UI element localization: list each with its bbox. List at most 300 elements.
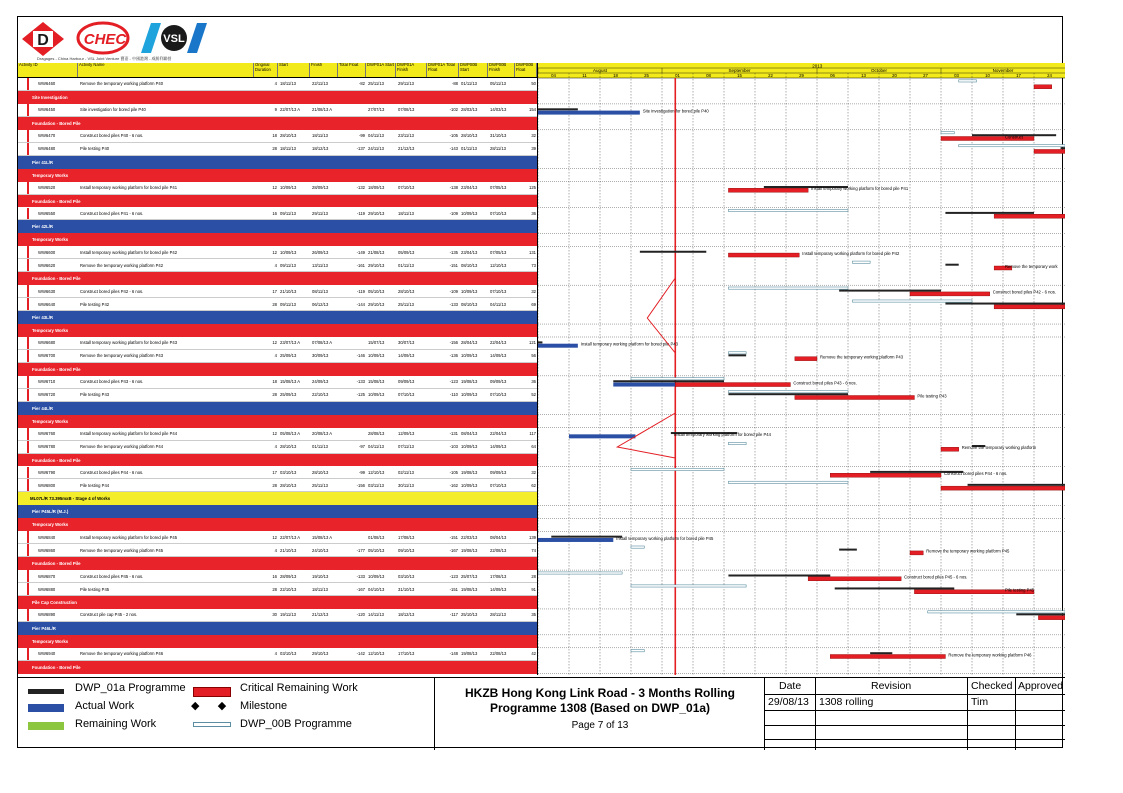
cell-start: 22/07/13 A (280, 534, 301, 540)
cell-f2: 14/09/13 (490, 353, 507, 359)
critical-bar (675, 383, 790, 387)
activity-row[interactable] (18, 337, 537, 350)
activity-row[interactable] (18, 259, 537, 272)
dwp01a-bar (945, 212, 1034, 214)
cell-dur: 30 (272, 612, 277, 618)
bar-label: Construct bored piles P44 - 6 nos. (944, 471, 1008, 476)
cell-start: 05/08/13 A (280, 431, 301, 437)
cell-f1: 05/09/13 (398, 249, 415, 255)
cell-dur: 12 (272, 431, 277, 437)
cell-s1: 24/11/13 (368, 146, 384, 152)
cell-tf1: -148 (449, 651, 458, 657)
cell-tf1: -138 (449, 185, 458, 191)
dwp01a-bar (945, 264, 958, 266)
cell-tf1: -156 (449, 340, 458, 346)
activity-row[interactable] (18, 531, 537, 544)
cell-name: Remove the temporary working platform P43 (80, 353, 164, 359)
month-label: October (870, 68, 888, 74)
cell-finish: 24/10/13 (312, 547, 329, 553)
rev-divider (765, 710, 1065, 711)
critical-marker (27, 376, 29, 388)
wbs-band[interactable] (18, 492, 537, 505)
cell-dur: 12 (272, 185, 277, 191)
cell-id: WW6480 (38, 146, 56, 152)
cell-start: 19/11/13 (280, 612, 296, 618)
cell-finish: 29/10/13 (312, 651, 329, 657)
cell-tf (340, 104, 365, 116)
wbs-band-label: Foundation - Bored Pile (32, 366, 81, 372)
cell-f1: 01/11/13 (398, 262, 414, 268)
cell-id: WW6460 (38, 81, 56, 87)
cell-f1: 30/11/13 (398, 482, 414, 488)
vsl-logo (139, 21, 209, 55)
cell-name: Construct bored piles P45 - 6 nos. (80, 573, 144, 579)
cell-s1: 10/09/13 (368, 353, 385, 359)
wbs-band[interactable] (18, 311, 537, 324)
activity-row[interactable] (18, 104, 537, 117)
cell-s2: 10/09/13 (461, 482, 478, 488)
cell-tf1: -88 (451, 81, 458, 87)
dwp01a-bar (870, 652, 892, 654)
activity-row[interactable] (18, 648, 537, 661)
cell-tf1: -167 (449, 547, 458, 553)
cell-f2: 31/10/13 (490, 133, 507, 139)
cell-s2: 23/04/13 (461, 249, 478, 255)
critical-bar (994, 305, 1065, 309)
week-label: 25 (644, 73, 649, 79)
rev-divider (1015, 678, 1016, 750)
rev-header-revision: Revision (871, 680, 912, 692)
wbs-band-label: Foundation - Bored Pile (32, 561, 81, 567)
cell-start: 28/09/13 (280, 573, 297, 579)
wbs-band[interactable] (18, 272, 537, 285)
cell-tf2: 154 (529, 107, 536, 113)
rev-divider (967, 678, 968, 750)
cell-name: Construct pile cap P45 - 2 nos. (80, 612, 138, 618)
column-header[interactable]: DWP00B Finish (488, 63, 515, 77)
rev-header-date: Date (779, 680, 802, 692)
cell-start: 18/11/13 (280, 81, 296, 87)
week-label: 22 (768, 73, 773, 79)
column-header[interactable]: DWP00B Float (515, 63, 537, 77)
cell-start: 03/10/13 (280, 469, 297, 475)
cell-s1: 28/08/13 (368, 431, 385, 437)
column-header[interactable]: DWP01A Start (366, 63, 396, 77)
cell-tf: -99 (358, 133, 365, 139)
cell-dur: 28 (272, 146, 277, 152)
cell-s2: 10/09/13 (461, 210, 478, 216)
cell-f1: 07/10/13 (398, 392, 415, 398)
activity-row[interactable] (18, 182, 537, 195)
cell-f2: 07/10/13 (490, 210, 507, 216)
cell-tf: -133 (356, 573, 365, 579)
activity-row[interactable] (18, 298, 537, 311)
cell-tf2: 125 (529, 185, 536, 191)
cell-name: Remove the temporary working platform P46 (80, 651, 164, 657)
dwp01a-bar (613, 380, 724, 382)
cell-name: Construct bored piles P41 - 6 nos. (80, 210, 144, 216)
cell-tf2: 52 (531, 392, 536, 398)
cell-tf1: -143 (449, 146, 458, 152)
cell-dur: 12 (272, 534, 277, 540)
cell-finish: 22/10/13 (312, 392, 329, 398)
cell-tf1: -109 (449, 210, 458, 216)
cell-s1: 29/10/13 (368, 262, 385, 268)
critical-marker (27, 259, 29, 271)
critical-marker (27, 182, 29, 194)
legend (18, 677, 434, 750)
critical-bar (728, 188, 808, 192)
cell-tf: -82 (358, 81, 365, 87)
cell-tf1: -151 (449, 586, 458, 592)
wbs-band[interactable] (18, 415, 537, 428)
bar-label: Remove the temporary working platform (961, 445, 1037, 451)
cell-tf1: -133 (449, 301, 458, 307)
cell-f2: 14/03/13 (490, 107, 507, 113)
cell-start: 28/10/13 (280, 482, 297, 488)
cell-f2: 14/09/13 (490, 586, 507, 592)
wbs-band[interactable] (18, 518, 537, 531)
column-header[interactable]: DWP01A Total Float (427, 63, 459, 77)
bar-label: Construct bored piles P43 - 6 nos. (793, 380, 857, 386)
cell-f1: 30/07/13 (398, 340, 415, 346)
cell-tf1: -123 (449, 573, 458, 579)
cell-dur: 12 (272, 340, 277, 346)
column-header[interactable]: Finish (310, 63, 338, 77)
wbs-band[interactable] (18, 220, 537, 233)
cell-f2: 22/08/13 (490, 547, 507, 553)
dwp01a-bar (1016, 613, 1065, 615)
cell-start: 09/11/13 (280, 301, 296, 307)
cell-id: WW6710 (38, 379, 56, 385)
cell-finish: 26/09/13 (312, 249, 329, 255)
cell-tf2: 69 (531, 301, 536, 307)
cell-finish: 18/11/13 (312, 133, 328, 139)
wbs-band-label: Foundation - Bored Pile (32, 120, 81, 126)
activity-row[interactable] (18, 285, 537, 298)
week-label: 29 (799, 73, 804, 79)
activity-row[interactable] (18, 208, 537, 221)
cell-name: Remove the temporary working platform P40 (80, 81, 164, 87)
dwp01a-bar (728, 354, 746, 356)
column-header[interactable]: Original Duration (254, 63, 278, 77)
cell-id: WW6860 (38, 547, 56, 553)
cell-s1: 04/11/13 (368, 444, 384, 450)
week-label: 27 (923, 73, 928, 79)
cell-s1: 25/11/13 (368, 81, 384, 87)
dwp01a-bar (551, 536, 622, 538)
cell-finish: 15/08/13 A (312, 534, 333, 540)
week-label: 10 (985, 73, 990, 79)
week-label: 01 (675, 73, 680, 79)
week-label: 06 (830, 73, 835, 79)
cell-start: 25/09/13 (280, 353, 297, 359)
wbs-band[interactable] (18, 363, 537, 376)
cell-id: WW6470 (38, 133, 56, 139)
cell-f2: 05/11/13 (490, 81, 506, 87)
activity-row[interactable] (18, 78, 537, 91)
cell-tf1: -131 (449, 431, 458, 437)
cell-tf1: -151 (449, 262, 458, 268)
dwp01a-bar (728, 393, 848, 395)
activity-row[interactable] (18, 376, 537, 389)
rev-date: 29/08/13 (768, 696, 809, 708)
activity-row[interactable] (18, 441, 537, 454)
cell-finish: 06/12/13 (312, 301, 329, 307)
cell-name: Construct bored piles P44 - 6 nos. (80, 469, 144, 475)
cell-tf: -119 (356, 210, 365, 216)
legend-swatch-dwp00b (193, 722, 231, 727)
critical-bar (795, 357, 817, 361)
wbs-band-label: Temporary Works (32, 522, 69, 528)
cell-tf: -142 (356, 651, 365, 657)
cell-start: 18/11/13 (280, 146, 296, 152)
dwp00b-bar (728, 442, 746, 444)
cell-f1: 18/11/13 (398, 210, 414, 216)
cell-name: Construct bored piles P42 - 6 nos. (80, 288, 144, 294)
critical-bar (830, 655, 945, 659)
svg-text:VSL: VSL (163, 33, 185, 45)
activity-row[interactable] (18, 544, 537, 557)
actual-bar (569, 434, 635, 438)
critical-marker (27, 583, 29, 595)
bar-label: Install temporary working platform for bored pile P45 (616, 535, 714, 541)
cell-f2: 17/08/13 (490, 573, 507, 579)
cell-s2: 19/08/13 (461, 651, 478, 657)
cell-start: 22/10/13 (280, 586, 297, 592)
critical-bar (1038, 616, 1065, 620)
month-label: September (728, 68, 751, 74)
cell-start: 09/11/13 (280, 210, 296, 216)
cell-tf: -133 (356, 379, 365, 385)
activity-row[interactable] (18, 583, 537, 596)
cell-dur: 18 (272, 133, 277, 139)
cell-s2: 25/10/13 (461, 612, 478, 618)
critical-marker (27, 609, 29, 621)
cell-s1: 21/08/13 (368, 249, 385, 255)
wbs-band-label: Foundation - Bored Pile (32, 457, 81, 463)
cell-dur: 4 (274, 353, 277, 359)
critical-marker (27, 104, 29, 116)
activity-row[interactable] (18, 389, 537, 402)
wbs-band[interactable] (18, 156, 537, 169)
wbs-band-label: Temporary Works (32, 418, 69, 424)
cell-s2: 19/08/13 (461, 586, 478, 592)
cell-dur: 16 (272, 210, 277, 216)
cell-f1: 09/09/13 (398, 379, 415, 385)
wbs-band[interactable] (18, 117, 537, 130)
activity-row[interactable] (18, 570, 537, 583)
cell-f2: 04/11/13 (490, 301, 506, 307)
column-header[interactable]: Start (278, 63, 310, 77)
column-header[interactable]: DWP00B Start (459, 63, 488, 77)
wbs-band[interactable] (18, 402, 537, 415)
title-line-2: Programme 1308 (Based on DWP_01a) (489, 701, 711, 715)
bar-label: Remove the temporary work (1005, 263, 1058, 269)
cell-tf1: -117 (449, 612, 458, 618)
cell-f1: 28/10/13 (398, 288, 415, 294)
dwp01a-bar (538, 341, 542, 343)
cell-id: WW6620 (38, 262, 56, 268)
wbs-band[interactable] (18, 596, 537, 609)
cell-f1: 09/10/13 (398, 547, 415, 553)
dwp01a-bar (945, 303, 1065, 305)
schedule-grid (18, 63, 1064, 675)
cell-start: 15/08/13 A (280, 379, 301, 385)
cell-tf1: -103 (449, 444, 458, 450)
cell-f2: 07/05/13 (490, 185, 507, 191)
cell-f1: 31/10/13 (398, 586, 415, 592)
cell-s1: 29/10/13 (368, 301, 385, 307)
column-header[interactable]: DWP01A Finish (396, 63, 427, 77)
week-label: 15 (737, 73, 742, 79)
dwp01a-bar (968, 484, 1065, 486)
critical-marker (27, 531, 29, 543)
wbs-band[interactable] (18, 557, 537, 570)
column-header[interactable]: Total Float (338, 63, 366, 77)
bar-label: Construct bored piles P45 - 6 nos. (904, 574, 968, 580)
wbs-band[interactable] (18, 195, 537, 208)
activity-row[interactable] (18, 467, 537, 480)
cell-id: WW6780 (38, 444, 56, 450)
cell-s1: 10/09/13 (368, 573, 385, 579)
critical-bar (808, 577, 901, 581)
cell-name: Install temporary working platform for bored pile P42 (80, 249, 178, 255)
cell-f1: 07/11/13 (398, 444, 414, 450)
rev-checked: Tim (971, 696, 989, 708)
activity-table (18, 63, 537, 670)
cell-tf: -156 (356, 482, 365, 488)
cell-name: Pile testing P43 (80, 392, 110, 398)
cell-tf2: 73 (531, 262, 536, 268)
activity-row[interactable] (18, 428, 537, 441)
dwp00b-bar (852, 261, 870, 263)
cell-finish: 19/10/13 (312, 573, 329, 579)
cell-s1: 18/09/13 (368, 185, 385, 191)
cell-s1: 29/10/13 (368, 210, 385, 216)
cell-f2: 07/10/13 (490, 482, 507, 488)
cell-id: WW6800 (38, 482, 56, 488)
activity-row[interactable] (18, 246, 537, 259)
activity-row[interactable] (18, 130, 537, 143)
cell-tf2: 56 (531, 353, 536, 359)
cell-name: Remove the temporary working platform P42 (80, 262, 164, 268)
month-label: November (992, 68, 1014, 74)
programme-sheet (17, 16, 1063, 748)
cell-f1: 07/08/13 (398, 107, 415, 113)
cell-name: Pile testing P44 (80, 482, 110, 488)
critical-bar (795, 396, 915, 400)
cell-s2: 19/08/13 (461, 379, 478, 385)
cell-id: WW6790 (38, 469, 56, 475)
cell-dur: 4 (274, 651, 277, 657)
critical-bar (910, 292, 990, 296)
wbs-band[interactable] (18, 661, 537, 674)
dwp01a-bar (1061, 147, 1065, 149)
cell-f2: 09/09/13 (490, 469, 507, 475)
cell-s1: 10/09/13 (368, 392, 385, 398)
svg-text:CHEC: CHEC (83, 31, 127, 48)
cell-id: WW6760 (38, 431, 56, 437)
cell-s2: 08/10/13 (461, 262, 478, 268)
dwp00b-bar (631, 585, 746, 587)
column-header[interactable]: Activity Name (78, 63, 254, 77)
cell-start: 10/09/13 (280, 249, 297, 255)
title-block (434, 677, 765, 750)
wbs-band[interactable] (18, 233, 537, 246)
wbs-band[interactable] (18, 454, 537, 467)
activity-row[interactable] (18, 143, 537, 156)
wbs-band[interactable] (18, 169, 537, 182)
activity-row[interactable] (18, 350, 537, 363)
critical-bar (1034, 85, 1052, 89)
cell-dur: 28 (272, 301, 277, 307)
cell-finish: 01/11/13 (312, 444, 328, 450)
cell-f1: 07/10/13 (398, 185, 415, 191)
wbs-band[interactable] (18, 505, 537, 518)
cell-finish: 25/11/13 (312, 482, 328, 488)
cell-s2: 28/04/13 (461, 340, 478, 346)
dragages-logo (21, 21, 65, 57)
wbs-band[interactable] (18, 324, 537, 337)
cell-s1: 05/10/13 (368, 288, 385, 294)
cell-tf2: 50 (531, 81, 536, 87)
cell-tf2: 36 (531, 379, 536, 385)
actual-bar (538, 111, 640, 115)
column-header[interactable]: Activity ID (18, 63, 78, 77)
dwp01a-bar (538, 108, 578, 110)
critical-marker (27, 467, 29, 479)
wbs-band[interactable] (18, 635, 537, 648)
cell-f2: 07/05/13 (490, 249, 507, 255)
wbs-band[interactable] (18, 91, 537, 104)
cell-s1: 04/11/13 (368, 133, 384, 139)
wbs-band-label: ML07L/R 73.395mxB - Stage 4 of Works (30, 496, 111, 502)
dwp00b-bar (852, 300, 972, 302)
cell-tf2: 121 (529, 340, 536, 346)
wbs-band-label: Temporary Works (32, 172, 69, 178)
cell-id: WW6880 (38, 586, 56, 592)
critical-marker (27, 648, 29, 660)
cell-tf: -149 (356, 249, 365, 255)
activity-row[interactable] (18, 479, 537, 492)
svg-text:D: D (37, 32, 49, 49)
cell-tf1: -105 (449, 469, 458, 475)
activity-row[interactable] (18, 609, 537, 622)
cell-s1: 03/11/13 (368, 482, 384, 488)
cell-dur: 4 (274, 81, 277, 87)
critical-bar (1034, 149, 1065, 153)
cell-finish: 30/09/13 (312, 353, 329, 359)
cell-dur: 4 (274, 547, 277, 553)
dwp00b-bar (631, 546, 644, 548)
cell-finish: 22/11/13 (312, 81, 328, 87)
cell-f1: 12/09/13 (398, 431, 415, 437)
wbs-band[interactable] (18, 622, 537, 635)
title-line-1: HKZB Hong Kong Link Road - 3 Months Rolling (465, 686, 735, 700)
legend-label-milestone: Milestone (240, 700, 288, 712)
critical-marker (27, 479, 29, 491)
bar-label: Remove the temporary working platform P43 (820, 354, 904, 360)
cell-finish: 20/08/13 A (312, 431, 333, 437)
bar-label: Remove the temporary working platform P46 (948, 652, 1032, 658)
dwp00b-bar (631, 650, 644, 652)
cell-tf: -177 (356, 547, 365, 553)
logo-bar (21, 19, 321, 59)
critical-bar (941, 486, 1065, 490)
cell-f1: 29/11/13 (398, 81, 414, 87)
cell-name: Pile testing P42 (80, 301, 110, 307)
